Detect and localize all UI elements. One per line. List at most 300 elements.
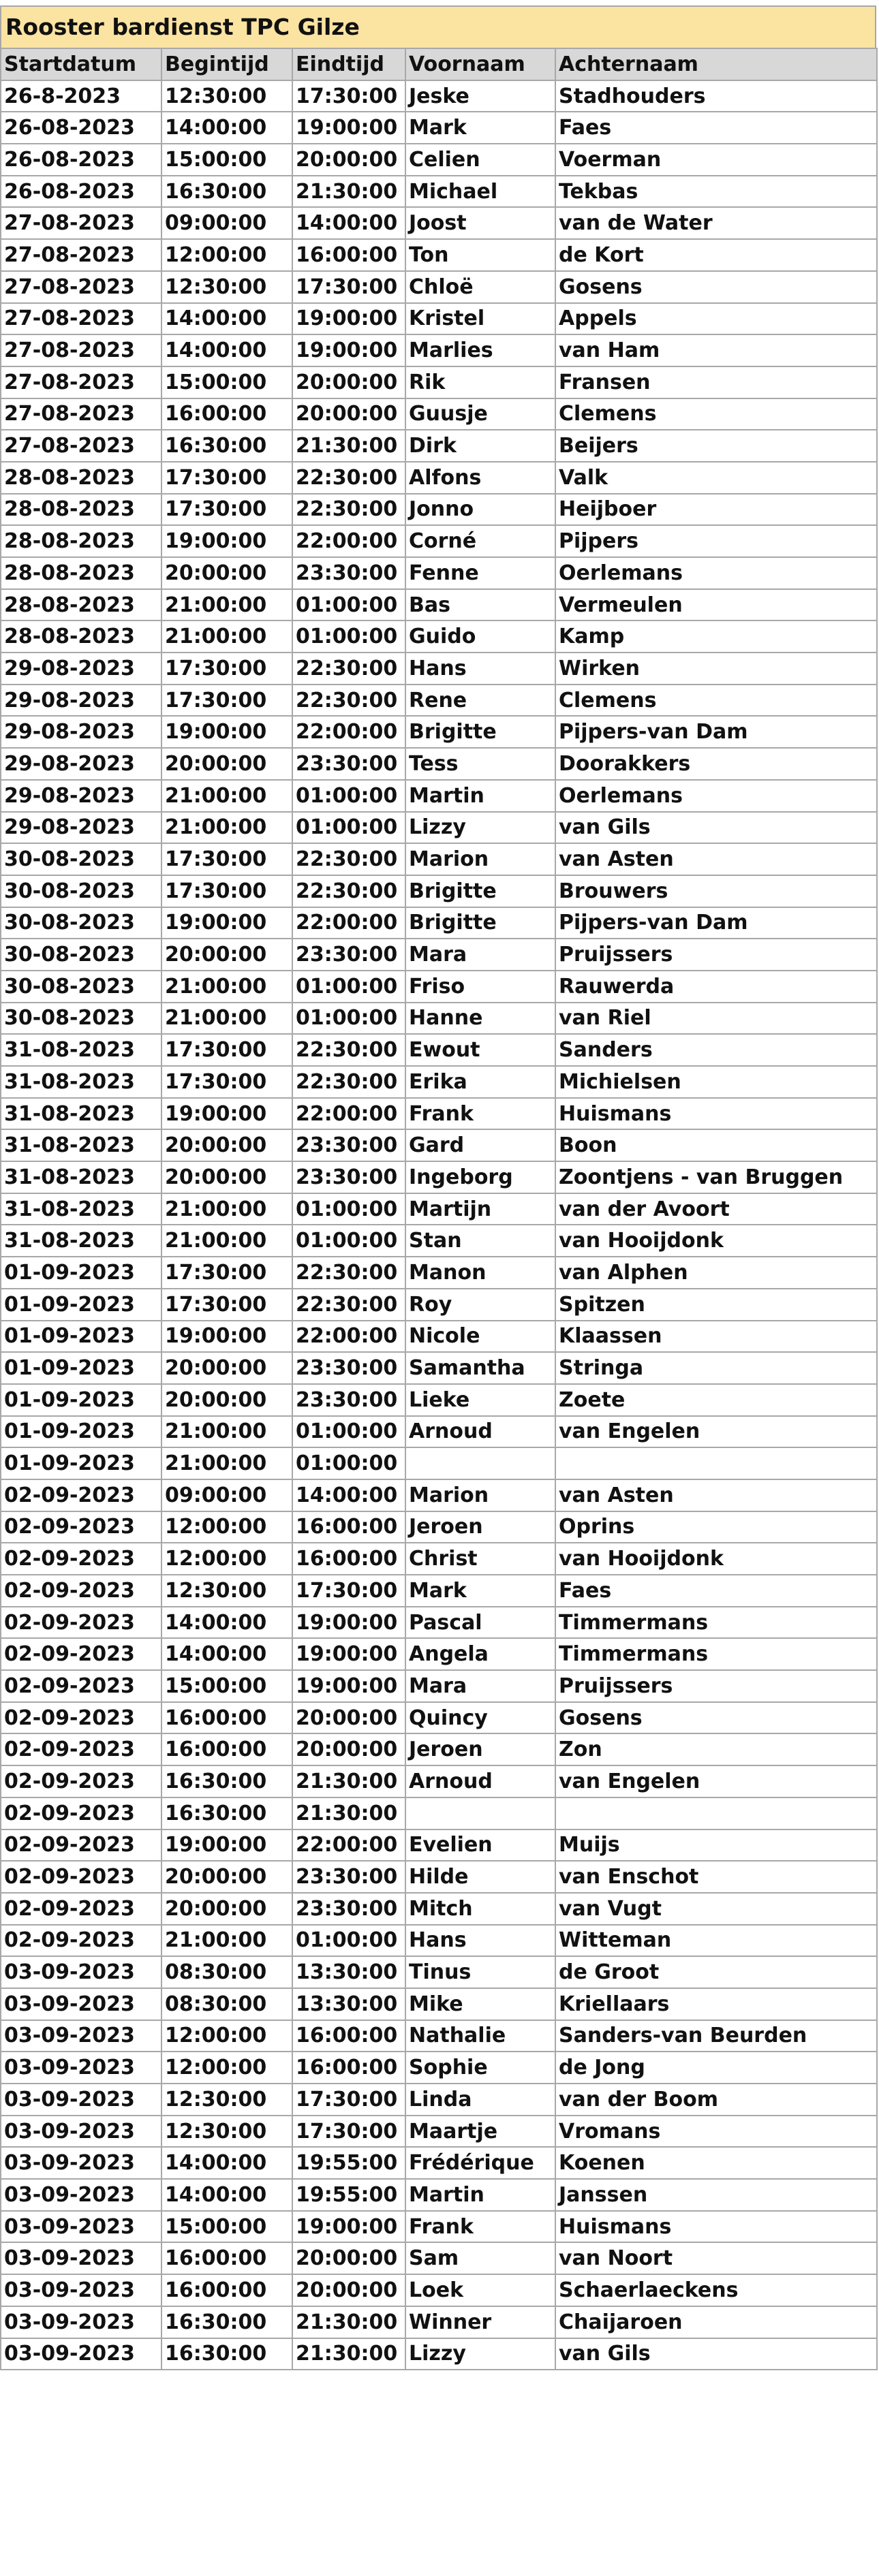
cell-eindtijd[interactable]: 21:30:00	[292, 430, 405, 462]
cell-eindtijd[interactable]: 01:00:00	[292, 812, 405, 844]
cell-voornaam[interactable]: Ton	[405, 239, 555, 271]
cell-voornaam[interactable]: Marion	[405, 843, 555, 875]
cell-eindtijd[interactable]: 01:00:00	[292, 1193, 405, 1225]
cell-startdatum[interactable]: 02-09-2023	[1, 1765, 161, 1797]
cell-voornaam[interactable]: Guido	[405, 621, 555, 653]
cell-startdatum[interactable]: 02-09-2023	[1, 1861, 161, 1893]
cell-eindtijd[interactable]: 22:30:00	[292, 462, 405, 494]
cell-eindtijd[interactable]: 21:30:00	[292, 2338, 405, 2370]
cell-achternaam[interactable]: Pijpers-van Dam	[555, 716, 877, 748]
cell-voornaam[interactable]: Tinus	[405, 1956, 555, 1988]
cell-voornaam[interactable]: Loek	[405, 2274, 555, 2306]
cell-begintijd[interactable]: 16:30:00	[161, 176, 292, 208]
cell-achternaam[interactable]: Witteman	[555, 1925, 877, 1957]
cell-begintijd[interactable]: 20:00:00	[161, 557, 292, 589]
cell-voornaam[interactable]: Marion	[405, 1479, 555, 1511]
cell-begintijd[interactable]: 17:30:00	[161, 685, 292, 717]
cell-achternaam[interactable]: de Kort	[555, 239, 877, 271]
cell-eindtijd[interactable]: 01:00:00	[292, 1003, 405, 1035]
cell-achternaam[interactable]: van Enschot	[555, 1861, 877, 1893]
cell-begintijd[interactable]: 21:00:00	[161, 621, 292, 653]
cell-startdatum[interactable]: 28-08-2023	[1, 494, 161, 526]
cell-achternaam[interactable]: Spitzen	[555, 1289, 877, 1321]
cell-achternaam[interactable]: van Gils	[555, 812, 877, 844]
cell-voornaam[interactable]: Brigitte	[405, 875, 555, 907]
cell-eindtijd[interactable]: 16:00:00	[292, 1543, 405, 1575]
column-header-startdatum[interactable]: Startdatum	[1, 48, 161, 80]
cell-begintijd[interactable]: 12:30:00	[161, 80, 292, 112]
cell-achternaam[interactable]: Vermeulen	[555, 589, 877, 621]
cell-startdatum[interactable]: 30-08-2023	[1, 843, 161, 875]
cell-voornaam[interactable]: Hans	[405, 1925, 555, 1957]
cell-achternaam[interactable]: Tekbas	[555, 176, 877, 208]
cell-achternaam[interactable]: van Alphen	[555, 1257, 877, 1289]
cell-begintijd[interactable]: 19:00:00	[161, 1321, 292, 1353]
cell-voornaam[interactable]: Mark	[405, 1575, 555, 1607]
cell-eindtijd[interactable]: 16:00:00	[292, 2052, 405, 2084]
cell-eindtijd[interactable]: 17:30:00	[292, 2116, 405, 2148]
cell-eindtijd[interactable]: 20:00:00	[292, 398, 405, 430]
cell-achternaam[interactable]: van der Avoort	[555, 1193, 877, 1225]
cell-eindtijd[interactable]: 22:00:00	[292, 1321, 405, 1353]
cell-begintijd[interactable]: 21:00:00	[161, 780, 292, 812]
cell-eindtijd[interactable]: 23:30:00	[292, 748, 405, 780]
cell-eindtijd[interactable]: 23:30:00	[292, 1129, 405, 1161]
cell-eindtijd[interactable]: 16:00:00	[292, 2020, 405, 2052]
cell-startdatum[interactable]: 29-08-2023	[1, 716, 161, 748]
cell-achternaam[interactable]: van Hooijdonk	[555, 1543, 877, 1575]
cell-voornaam[interactable]: Michael	[405, 176, 555, 208]
cell-startdatum[interactable]: 03-09-2023	[1, 2084, 161, 2116]
cell-begintijd[interactable]: 14:00:00	[161, 2147, 292, 2179]
cell-achternaam[interactable]: Schaerlaeckens	[555, 2274, 877, 2306]
cell-startdatum[interactable]: 27-08-2023	[1, 398, 161, 430]
cell-begintijd[interactable]: 20:00:00	[161, 939, 292, 971]
cell-achternaam[interactable]: Vromans	[555, 2116, 877, 2148]
cell-voornaam[interactable]: Ewout	[405, 1034, 555, 1066]
cell-startdatum[interactable]: 31-08-2023	[1, 1129, 161, 1161]
cell-begintijd[interactable]: 14:00:00	[161, 334, 292, 366]
column-header-eindtijd[interactable]: Eindtijd	[292, 48, 405, 80]
cell-achternaam[interactable]: Beijers	[555, 430, 877, 462]
cell-achternaam[interactable]: Voerman	[555, 144, 877, 176]
cell-eindtijd[interactable]: 22:00:00	[292, 907, 405, 939]
cell-eindtijd[interactable]: 01:00:00	[292, 621, 405, 653]
cell-eindtijd[interactable]: 22:30:00	[292, 1034, 405, 1066]
cell-achternaam[interactable]: Zoontjens - van Bruggen	[555, 1161, 877, 1193]
cell-achternaam[interactable]: van de Water	[555, 207, 877, 239]
cell-startdatum[interactable]: 28-08-2023	[1, 557, 161, 589]
cell-eindtijd[interactable]: 17:30:00	[292, 271, 405, 303]
cell-achternaam[interactable]: Klaassen	[555, 1321, 877, 1353]
cell-voornaam[interactable]: Lieke	[405, 1384, 555, 1416]
cell-achternaam[interactable]: Gosens	[555, 1702, 877, 1734]
cell-begintijd[interactable]: 14:00:00	[161, 2179, 292, 2211]
cell-achternaam[interactable]: Timmermans	[555, 1638, 877, 1670]
cell-voornaam[interactable]: Guusje	[405, 398, 555, 430]
cell-voornaam[interactable]: Frank	[405, 2211, 555, 2243]
cell-startdatum[interactable]: 01-09-2023	[1, 1352, 161, 1384]
cell-eindtijd[interactable]: 20:00:00	[292, 2274, 405, 2306]
cell-achternaam[interactable]: Pijpers	[555, 525, 877, 557]
cell-startdatum[interactable]: 26-08-2023	[1, 112, 161, 144]
cell-begintijd[interactable]: 17:30:00	[161, 843, 292, 875]
cell-voornaam[interactable]	[405, 1797, 555, 1829]
cell-eindtijd[interactable]: 22:30:00	[292, 1289, 405, 1321]
cell-voornaam[interactable]: Evelien	[405, 1829, 555, 1862]
cell-begintijd[interactable]: 12:00:00	[161, 1543, 292, 1575]
cell-startdatum[interactable]: 27-08-2023	[1, 207, 161, 239]
cell-eindtijd[interactable]: 19:00:00	[292, 1670, 405, 1702]
cell-voornaam[interactable]: Arnoud	[405, 1416, 555, 1448]
cell-startdatum[interactable]: 03-09-2023	[1, 2147, 161, 2179]
cell-begintijd[interactable]: 14:00:00	[161, 1638, 292, 1670]
cell-eindtijd[interactable]: 23:30:00	[292, 557, 405, 589]
cell-startdatum[interactable]: 02-09-2023	[1, 1829, 161, 1862]
cell-startdatum[interactable]: 27-08-2023	[1, 430, 161, 462]
cell-begintijd[interactable]: 19:00:00	[161, 525, 292, 557]
cell-achternaam[interactable]: Boon	[555, 1129, 877, 1161]
cell-voornaam[interactable]: Fenne	[405, 557, 555, 589]
cell-voornaam[interactable]: Angela	[405, 1638, 555, 1670]
cell-eindtijd[interactable]: 14:00:00	[292, 1479, 405, 1511]
cell-voornaam[interactable]: Tess	[405, 748, 555, 780]
cell-startdatum[interactable]: 31-08-2023	[1, 1225, 161, 1257]
cell-achternaam[interactable]: Wirken	[555, 653, 877, 685]
cell-eindtijd[interactable]: 17:30:00	[292, 1575, 405, 1607]
cell-achternaam[interactable]: Michielsen	[555, 1066, 877, 1098]
cell-achternaam[interactable]: Stringa	[555, 1352, 877, 1384]
cell-voornaam[interactable]: Frédérique	[405, 2147, 555, 2179]
cell-startdatum[interactable]: 02-09-2023	[1, 1479, 161, 1511]
cell-eindtijd[interactable]: 19:00:00	[292, 303, 405, 335]
cell-voornaam[interactable]: Bas	[405, 589, 555, 621]
cell-begintijd[interactable]: 17:30:00	[161, 1066, 292, 1098]
cell-begintijd[interactable]: 20:00:00	[161, 1384, 292, 1416]
cell-begintijd[interactable]: 21:00:00	[161, 1925, 292, 1957]
cell-voornaam[interactable]: Stan	[405, 1225, 555, 1257]
cell-voornaam[interactable]: Manon	[405, 1257, 555, 1289]
cell-begintijd[interactable]: 08:30:00	[161, 1956, 292, 1988]
cell-startdatum[interactable]: 03-09-2023	[1, 2274, 161, 2306]
cell-begintijd[interactable]: 17:30:00	[161, 494, 292, 526]
cell-begintijd[interactable]: 16:30:00	[161, 430, 292, 462]
cell-voornaam[interactable]: Mara	[405, 1670, 555, 1702]
cell-startdatum[interactable]: 02-09-2023	[1, 1511, 161, 1543]
cell-achternaam[interactable]: Valk	[555, 462, 877, 494]
cell-startdatum[interactable]: 03-09-2023	[1, 2242, 161, 2274]
cell-achternaam[interactable]: Rauwerda	[555, 971, 877, 1003]
cell-voornaam[interactable]: Samantha	[405, 1352, 555, 1384]
cell-voornaam[interactable]: Jeroen	[405, 1733, 555, 1765]
cell-begintijd[interactable]: 16:30:00	[161, 2338, 292, 2370]
cell-startdatum[interactable]: 27-08-2023	[1, 366, 161, 398]
cell-startdatum[interactable]: 29-08-2023	[1, 653, 161, 685]
cell-startdatum[interactable]: 28-08-2023	[1, 525, 161, 557]
cell-begintijd[interactable]: 21:00:00	[161, 812, 292, 844]
cell-begintijd[interactable]: 20:00:00	[161, 1861, 292, 1893]
cell-begintijd[interactable]: 12:30:00	[161, 2116, 292, 2148]
cell-startdatum[interactable]: 30-08-2023	[1, 971, 161, 1003]
cell-startdatum[interactable]: 31-08-2023	[1, 1098, 161, 1130]
cell-begintijd[interactable]: 16:00:00	[161, 2242, 292, 2274]
cell-begintijd[interactable]: 12:30:00	[161, 2084, 292, 2116]
cell-eindtijd[interactable]: 20:00:00	[292, 1733, 405, 1765]
cell-achternaam[interactable]: Zon	[555, 1733, 877, 1765]
cell-eindtijd[interactable]: 16:00:00	[292, 1511, 405, 1543]
cell-startdatum[interactable]: 03-09-2023	[1, 1988, 161, 2020]
cell-eindtijd[interactable]: 20:00:00	[292, 366, 405, 398]
cell-startdatum[interactable]: 26-8-2023	[1, 80, 161, 112]
cell-eindtijd[interactable]: 19:00:00	[292, 1638, 405, 1670]
cell-begintijd[interactable]: 12:00:00	[161, 1511, 292, 1543]
cell-startdatum[interactable]: 31-08-2023	[1, 1193, 161, 1225]
cell-achternaam[interactable]: Muijs	[555, 1829, 877, 1862]
cell-eindtijd[interactable]: 19:00:00	[292, 1607, 405, 1639]
cell-achternaam[interactable]: Gosens	[555, 271, 877, 303]
cell-startdatum[interactable]: 30-08-2023	[1, 907, 161, 939]
cell-begintijd[interactable]: 15:00:00	[161, 366, 292, 398]
cell-begintijd[interactable]: 16:30:00	[161, 2306, 292, 2338]
cell-eindtijd[interactable]: 22:30:00	[292, 843, 405, 875]
cell-voornaam[interactable]: Jonno	[405, 494, 555, 526]
cell-eindtijd[interactable]: 16:00:00	[292, 239, 405, 271]
cell-eindtijd[interactable]: 01:00:00	[292, 971, 405, 1003]
cell-eindtijd[interactable]: 22:30:00	[292, 653, 405, 685]
cell-eindtijd[interactable]: 21:30:00	[292, 2306, 405, 2338]
cell-voornaam[interactable]: Gard	[405, 1129, 555, 1161]
cell-eindtijd[interactable]: 19:00:00	[292, 2211, 405, 2243]
cell-begintijd[interactable]: 16:00:00	[161, 398, 292, 430]
cell-begintijd[interactable]: 19:00:00	[161, 716, 292, 748]
cell-eindtijd[interactable]: 22:00:00	[292, 1829, 405, 1862]
cell-achternaam[interactable]: Stadhouders	[555, 80, 877, 112]
cell-eindtijd[interactable]: 21:30:00	[292, 1797, 405, 1829]
cell-eindtijd[interactable]: 13:30:00	[292, 1988, 405, 2020]
column-header-begintijd[interactable]: Begintijd	[161, 48, 292, 80]
cell-voornaam[interactable]: Jeske	[405, 80, 555, 112]
cell-achternaam[interactable]: van Gils	[555, 2338, 877, 2370]
cell-achternaam[interactable]: Pijpers-van Dam	[555, 907, 877, 939]
cell-achternaam[interactable]: van Asten	[555, 843, 877, 875]
cell-begintijd[interactable]: 17:30:00	[161, 1289, 292, 1321]
cell-startdatum[interactable]: 02-09-2023	[1, 1670, 161, 1702]
cell-startdatum[interactable]: 31-08-2023	[1, 1034, 161, 1066]
cell-eindtijd[interactable]: 22:30:00	[292, 1257, 405, 1289]
cell-achternaam[interactable]	[555, 1447, 877, 1479]
cell-achternaam[interactable]: Koenen	[555, 2147, 877, 2179]
cell-startdatum[interactable]: 03-09-2023	[1, 2211, 161, 2243]
cell-eindtijd[interactable]: 22:00:00	[292, 1098, 405, 1130]
cell-achternaam[interactable]: Sanders-van Beurden	[555, 2020, 877, 2052]
cell-achternaam[interactable]: van Ham	[555, 334, 877, 366]
cell-startdatum[interactable]: 27-08-2023	[1, 271, 161, 303]
cell-achternaam[interactable]: Faes	[555, 112, 877, 144]
cell-voornaam[interactable]: Mitch	[405, 1893, 555, 1925]
cell-achternaam[interactable]: Huismans	[555, 1098, 877, 1130]
cell-achternaam[interactable]: Huismans	[555, 2211, 877, 2243]
cell-eindtijd[interactable]: 01:00:00	[292, 1925, 405, 1957]
cell-startdatum[interactable]: 01-09-2023	[1, 1257, 161, 1289]
cell-achternaam[interactable]: Clemens	[555, 685, 877, 717]
cell-begintijd[interactable]: 16:30:00	[161, 1765, 292, 1797]
cell-achternaam[interactable]: Brouwers	[555, 875, 877, 907]
cell-eindtijd[interactable]: 14:00:00	[292, 207, 405, 239]
cell-begintijd[interactable]: 19:00:00	[161, 907, 292, 939]
cell-begintijd[interactable]: 15:00:00	[161, 2211, 292, 2243]
cell-eindtijd[interactable]: 01:00:00	[292, 1225, 405, 1257]
cell-startdatum[interactable]: 02-09-2023	[1, 1893, 161, 1925]
cell-startdatum[interactable]: 27-08-2023	[1, 334, 161, 366]
cell-begintijd[interactable]: 21:00:00	[161, 1447, 292, 1479]
cell-startdatum[interactable]: 03-09-2023	[1, 2052, 161, 2084]
cell-achternaam[interactable]: van Vugt	[555, 1893, 877, 1925]
cell-startdatum[interactable]: 02-09-2023	[1, 1575, 161, 1607]
cell-achternaam[interactable]: Fransen	[555, 366, 877, 398]
cell-begintijd[interactable]: 09:00:00	[161, 1479, 292, 1511]
cell-begintijd[interactable]: 17:30:00	[161, 1034, 292, 1066]
cell-voornaam[interactable]: Lizzy	[405, 812, 555, 844]
cell-begintijd[interactable]: 21:00:00	[161, 589, 292, 621]
cell-achternaam[interactable]: Faes	[555, 1575, 877, 1607]
cell-begintijd[interactable]: 17:30:00	[161, 875, 292, 907]
cell-achternaam[interactable]: Clemens	[555, 398, 877, 430]
cell-startdatum[interactable]: 26-08-2023	[1, 144, 161, 176]
cell-achternaam[interactable]: Janssen	[555, 2179, 877, 2211]
cell-eindtijd[interactable]: 20:00:00	[292, 2242, 405, 2274]
cell-startdatum[interactable]: 02-09-2023	[1, 1543, 161, 1575]
cell-startdatum[interactable]: 30-08-2023	[1, 1003, 161, 1035]
cell-voornaam[interactable]: Rik	[405, 366, 555, 398]
cell-startdatum[interactable]: 03-09-2023	[1, 2116, 161, 2148]
cell-voornaam[interactable]: Kristel	[405, 303, 555, 335]
cell-begintijd[interactable]: 20:00:00	[161, 1129, 292, 1161]
cell-eindtijd[interactable]: 22:00:00	[292, 716, 405, 748]
cell-eindtijd[interactable]: 19:00:00	[292, 334, 405, 366]
cell-begintijd[interactable]: 19:00:00	[161, 1098, 292, 1130]
cell-startdatum[interactable]: 01-09-2023	[1, 1321, 161, 1353]
cell-begintijd[interactable]: 20:00:00	[161, 1893, 292, 1925]
cell-achternaam[interactable]: Oerlemans	[555, 780, 877, 812]
cell-begintijd[interactable]: 08:30:00	[161, 1988, 292, 2020]
cell-voornaam[interactable]: Hilde	[405, 1861, 555, 1893]
cell-achternaam[interactable]: de Jong	[555, 2052, 877, 2084]
cell-eindtijd[interactable]: 01:00:00	[292, 589, 405, 621]
cell-begintijd[interactable]: 17:30:00	[161, 462, 292, 494]
cell-eindtijd[interactable]: 23:30:00	[292, 1893, 405, 1925]
cell-voornaam[interactable]: Pascal	[405, 1607, 555, 1639]
cell-voornaam[interactable]: Nathalie	[405, 2020, 555, 2052]
cell-begintijd[interactable]: 14:00:00	[161, 112, 292, 144]
cell-eindtijd[interactable]: 23:30:00	[292, 1352, 405, 1384]
cell-startdatum[interactable]: 03-09-2023	[1, 2020, 161, 2052]
cell-voornaam[interactable]: Martijn	[405, 1193, 555, 1225]
cell-eindtijd[interactable]: 22:30:00	[292, 1066, 405, 1098]
cell-voornaam[interactable]: Christ	[405, 1543, 555, 1575]
cell-voornaam[interactable]: Maartje	[405, 2116, 555, 2148]
cell-voornaam[interactable]: Mike	[405, 1988, 555, 2020]
cell-begintijd[interactable]: 21:00:00	[161, 1003, 292, 1035]
cell-achternaam[interactable]: van Hooijdonk	[555, 1225, 877, 1257]
cell-startdatum[interactable]: 31-08-2023	[1, 1161, 161, 1193]
cell-startdatum[interactable]: 29-08-2023	[1, 748, 161, 780]
cell-voornaam[interactable]: Linda	[405, 2084, 555, 2116]
cell-eindtijd[interactable]: 01:00:00	[292, 1416, 405, 1448]
cell-eindtijd[interactable]: 20:00:00	[292, 1702, 405, 1734]
cell-startdatum[interactable]: 03-09-2023	[1, 2179, 161, 2211]
cell-startdatum[interactable]: 01-09-2023	[1, 1416, 161, 1448]
cell-eindtijd[interactable]: 01:00:00	[292, 780, 405, 812]
cell-voornaam[interactable]: Lizzy	[405, 2338, 555, 2370]
cell-achternaam[interactable]: Kriellaars	[555, 1988, 877, 2020]
cell-voornaam[interactable]: Frank	[405, 1098, 555, 1130]
cell-startdatum[interactable]: 02-09-2023	[1, 1607, 161, 1639]
cell-achternaam[interactable]: van Noort	[555, 2242, 877, 2274]
cell-voornaam[interactable]: Rene	[405, 685, 555, 717]
cell-achternaam[interactable]: van Asten	[555, 1479, 877, 1511]
cell-startdatum[interactable]: 02-09-2023	[1, 1702, 161, 1734]
cell-achternaam[interactable]	[555, 1797, 877, 1829]
cell-eindtijd[interactable]: 22:30:00	[292, 875, 405, 907]
cell-achternaam[interactable]: van Riel	[555, 1003, 877, 1035]
cell-voornaam[interactable]: Chloë	[405, 271, 555, 303]
cell-voornaam[interactable]: Arnoud	[405, 1765, 555, 1797]
cell-achternaam[interactable]: van Engelen	[555, 1416, 877, 1448]
cell-eindtijd[interactable]: 22:30:00	[292, 685, 405, 717]
cell-eindtijd[interactable]: 23:30:00	[292, 1861, 405, 1893]
cell-eindtijd[interactable]: 22:00:00	[292, 525, 405, 557]
cell-voornaam[interactable]: Roy	[405, 1289, 555, 1321]
cell-startdatum[interactable]: 03-09-2023	[1, 2338, 161, 2370]
cell-startdatum[interactable]: 01-09-2023	[1, 1447, 161, 1479]
cell-begintijd[interactable]: 17:30:00	[161, 1257, 292, 1289]
cell-voornaam[interactable]: Ingeborg	[405, 1161, 555, 1193]
cell-begintijd[interactable]: 12:30:00	[161, 1575, 292, 1607]
cell-begintijd[interactable]: 15:00:00	[161, 144, 292, 176]
cell-voornaam[interactable]: Brigitte	[405, 716, 555, 748]
cell-begintijd[interactable]: 12:00:00	[161, 2052, 292, 2084]
cell-voornaam[interactable]: Martin	[405, 780, 555, 812]
cell-startdatum[interactable]: 03-09-2023	[1, 1956, 161, 1988]
cell-startdatum[interactable]: 01-09-2023	[1, 1384, 161, 1416]
cell-achternaam[interactable]: Doorakkers	[555, 748, 877, 780]
cell-startdatum[interactable]: 27-08-2023	[1, 239, 161, 271]
cell-eindtijd[interactable]: 13:30:00	[292, 1956, 405, 1988]
cell-achternaam[interactable]: Sanders	[555, 1034, 877, 1066]
cell-voornaam[interactable]: Jeroen	[405, 1511, 555, 1543]
cell-voornaam[interactable]: Corné	[405, 525, 555, 557]
cell-begintijd[interactable]: 21:00:00	[161, 1225, 292, 1257]
cell-startdatum[interactable]: 02-09-2023	[1, 1925, 161, 1957]
cell-startdatum[interactable]: 29-08-2023	[1, 812, 161, 844]
cell-begintijd[interactable]: 12:00:00	[161, 239, 292, 271]
cell-begintijd[interactable]: 20:00:00	[161, 1161, 292, 1193]
cell-startdatum[interactable]: 30-08-2023	[1, 939, 161, 971]
cell-startdatum[interactable]: 29-08-2023	[1, 780, 161, 812]
cell-startdatum[interactable]: 28-08-2023	[1, 589, 161, 621]
column-header-voornaam[interactable]: Voornaam	[405, 48, 555, 80]
cell-achternaam[interactable]: Appels	[555, 303, 877, 335]
cell-begintijd[interactable]: 17:30:00	[161, 653, 292, 685]
column-header-achternaam[interactable]: Achternaam	[555, 48, 877, 80]
cell-startdatum[interactable]: 31-08-2023	[1, 1066, 161, 1098]
cell-voornaam[interactable]	[405, 1447, 555, 1479]
cell-eindtijd[interactable]: 19:55:00	[292, 2147, 405, 2179]
cell-achternaam[interactable]: Pruijssers	[555, 1670, 877, 1702]
cell-begintijd[interactable]: 16:00:00	[161, 1702, 292, 1734]
cell-startdatum[interactable]: 03-09-2023	[1, 2306, 161, 2338]
cell-achternaam[interactable]: Heijboer	[555, 494, 877, 526]
